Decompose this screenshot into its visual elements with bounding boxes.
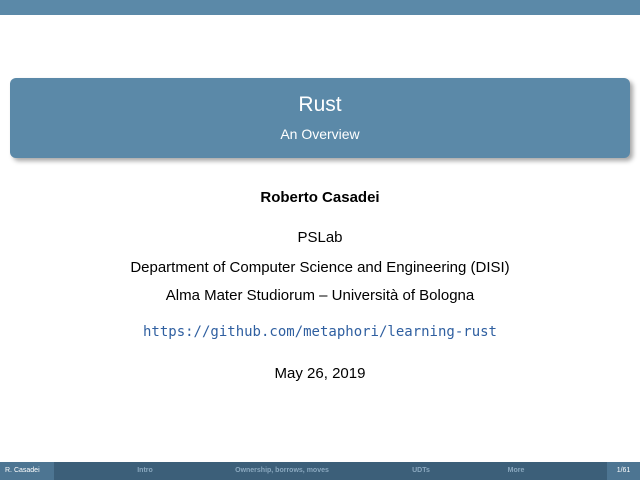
slide-title: Rust	[298, 93, 342, 116]
footer-section-nav	[55, 462, 605, 480]
title-block	[10, 78, 630, 158]
repository-link[interactable]: https://github.com/metaphori/learning-rust	[142, 324, 497, 340]
presentation-date: May 26, 2019	[274, 365, 366, 382]
author-name: Roberto Casadei	[260, 189, 380, 206]
nav-link-udts[interactable]: UDTs	[412, 467, 430, 474]
nav-link-intro[interactable]: Intro	[137, 467, 153, 474]
nav-link-more[interactable]: More	[507, 467, 525, 474]
footer-bar	[0, 462, 640, 480]
footer-author: R. Casadei	[0, 462, 54, 480]
institution-department: Department of Computer Science and Engineering (DISI)	[130, 259, 510, 276]
top-header-bar	[0, 0, 640, 15]
page-number: 1/61	[607, 462, 640, 480]
institution-lab: PSLab	[297, 229, 343, 246]
slide-subtitle: An Overview	[280, 126, 360, 142]
institution-university: Alma Mater Studiorum – Università of Bologna	[165, 287, 475, 304]
nav-link-ownership[interactable]: Ownership, borrows, moves	[235, 467, 329, 474]
